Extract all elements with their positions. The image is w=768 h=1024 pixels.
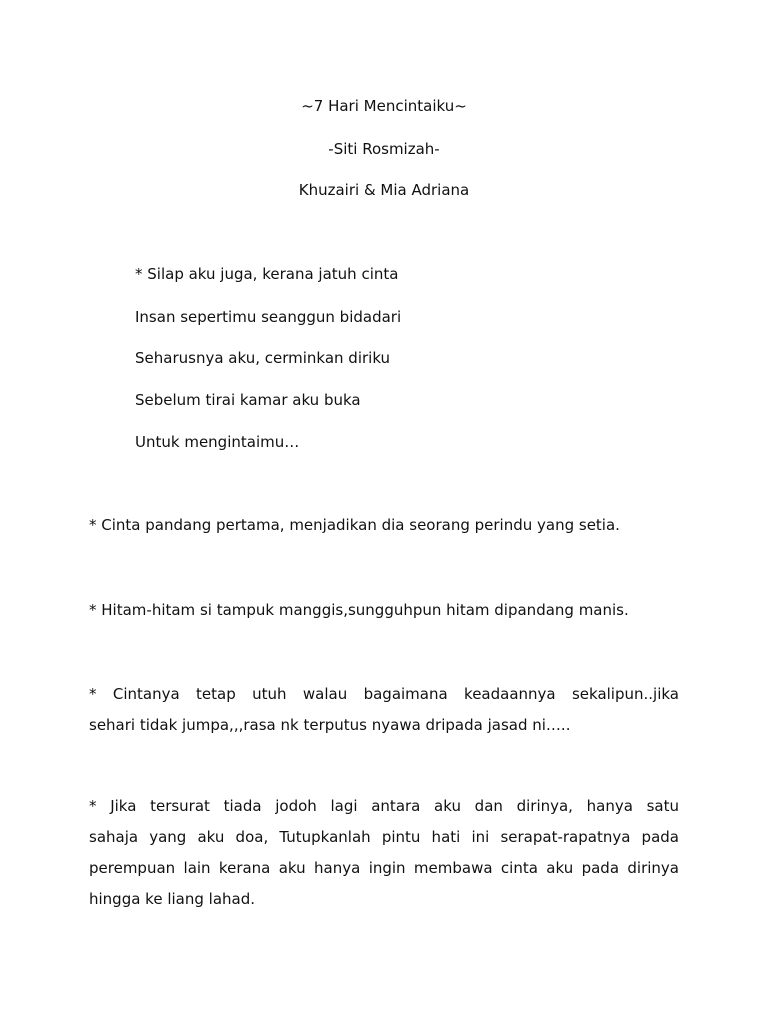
poem-line: Insan sepertimu seanggun bidadari — [135, 308, 402, 326]
poem-line: Sebelum tirai kamar aku buka — [135, 391, 361, 409]
quote-paragraph — [89, 791, 679, 915]
poem-line: Seharusnya aku, cerminkan diriku — [135, 349, 391, 367]
paragraph-line: hingga ke liang lahad. — [89, 890, 256, 908]
document-title: ~7 Hari Mencintaiku~ — [301, 97, 467, 115]
paragraph-line: * Jika tersurat tiada jodoh lagi antara aku dan dirinya, hanya satu — [89, 797, 679, 815]
quote-paragraph — [89, 679, 679, 741]
paragraph-line: perempuan lain kerana aku hanya ingin membawa cinta aku pada dirinya — [89, 859, 679, 877]
paragraph-line: sehari tidak jumpa,,,rasa nk terputus nyawa dripada jasad ni….. — [89, 716, 571, 734]
character-names: Khuzairi & Mia Adriana — [298, 181, 470, 199]
poem-line: Untuk mengintaimu… — [135, 433, 300, 451]
author-name: -Siti Rosmizah- — [328, 140, 440, 158]
quote-paragraph: * Cinta pandang pertama, menjadikan dia seorang perindu yang setia. — [89, 516, 620, 534]
paragraph-line: sahaja yang aku doa, Tutupkanlah pintu hati ini serapat-rapatnya pada — [89, 828, 679, 846]
poem-line: * Silap aku juga, kerana jatuh cinta — [135, 265, 399, 283]
paragraph-line: * Cintanya tetap utuh walau bagaimana keadaannya sekalipun..jika — [89, 685, 679, 703]
quote-paragraph: * Hitam-hitam si tampuk manggis,sungguhpun hitam dipandang manis. — [89, 601, 629, 619]
